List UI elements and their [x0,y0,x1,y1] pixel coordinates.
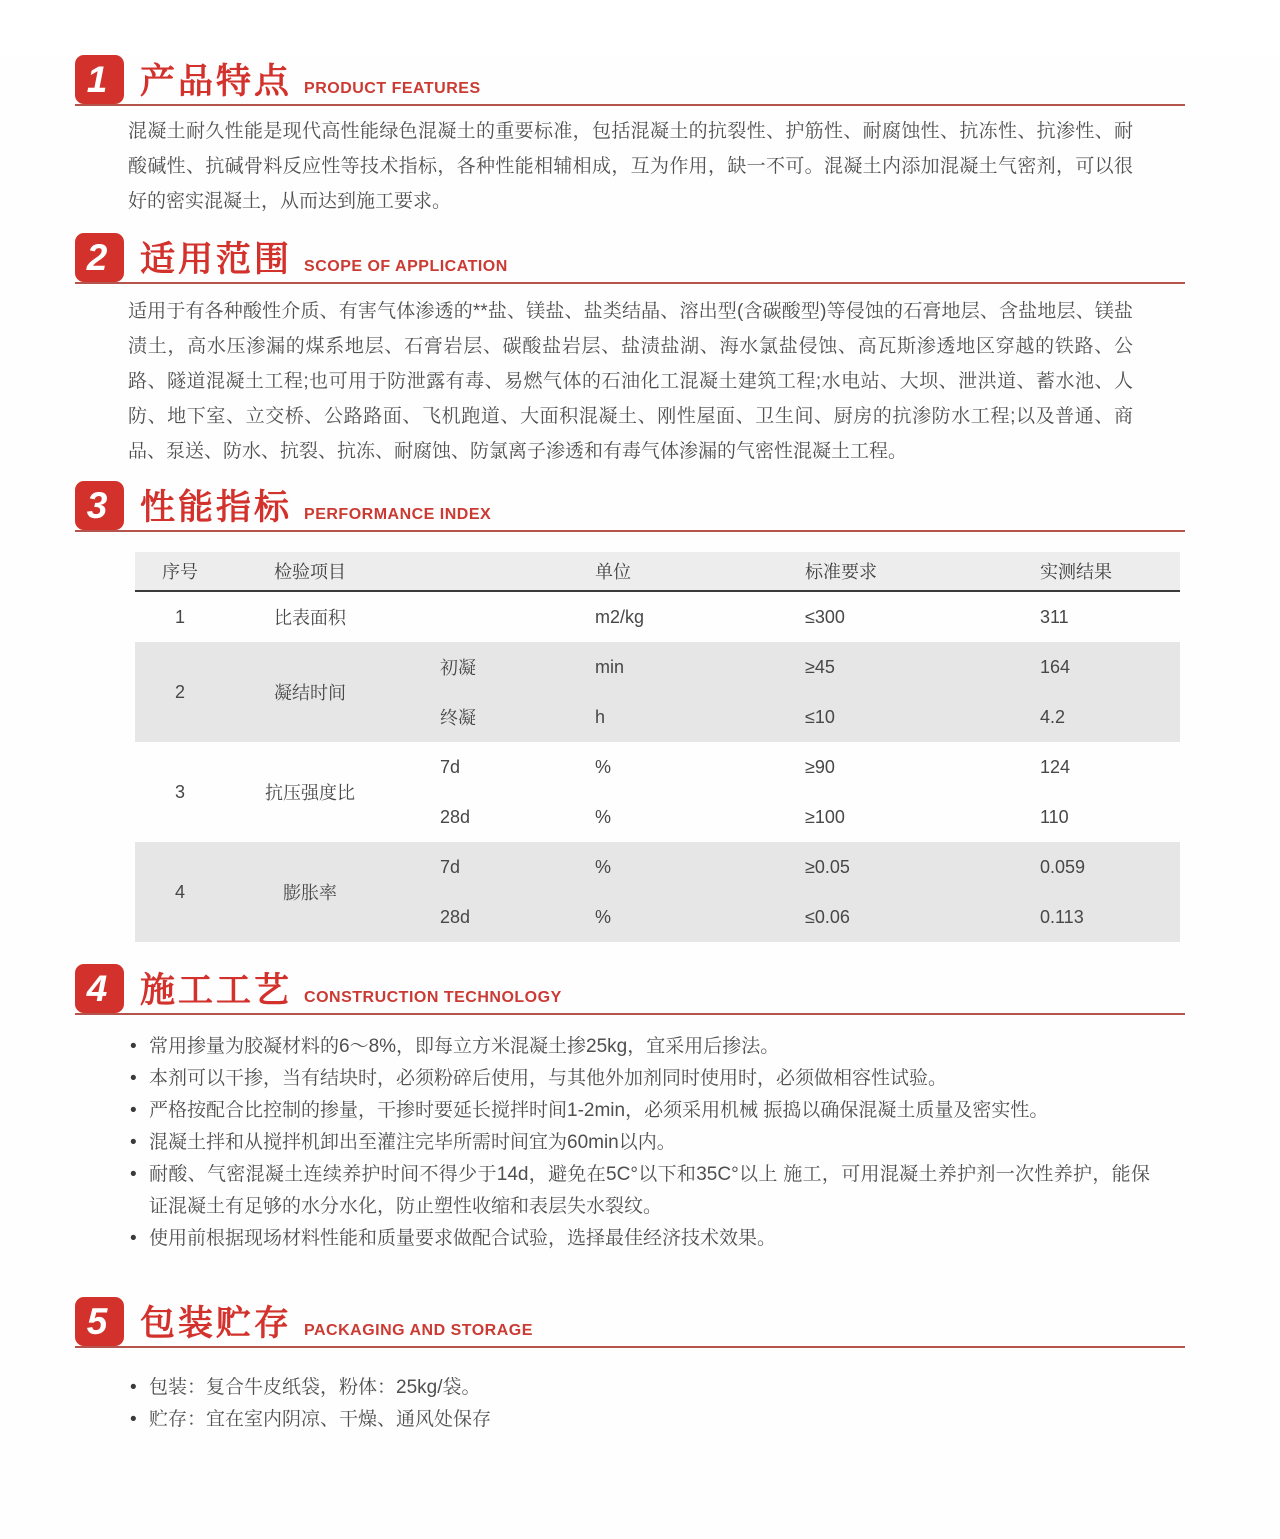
cell-sub: 初凝 [440,658,476,678]
section-3-titles [140,490,491,530]
cell-result: 124 [1040,756,1071,777]
table-row [395,642,1180,692]
section-number: 5 [86,1301,108,1342]
section-title-zh: 产品特点 [140,62,293,101]
bullet-item: • 本剂可以干掺，当有结块时，必须粉碎后使用，与其他外加剂同时使用时，必须做相容性试验。 [130,1063,1150,1095]
header-cell-unit: 单位 [595,562,631,582]
section-4-header [75,964,1185,1015]
construction-bullet-list [130,1031,1150,1255]
section-4-titles [140,973,562,1013]
cell-no: 1 [174,606,185,627]
table-row [395,692,1180,742]
cell-sub: 7d [440,756,461,777]
bullet-item: • 包装：复合牛皮纸袋，粉体：25kg/袋。 [130,1372,1150,1404]
table-row-group [135,592,1180,642]
cell-no: 4 [174,881,185,902]
section-1-paragraph: 混凝土耐久性能是现代高性能绿色混凝土的重要标准，包括混凝土的抗裂性、护筋性、耐腐蚀性、抗冻性、抗渗性、耐酸碱性、抗碱骨料反应性等技术指标，各种性能相辅相成，互为作用，缺一不可。混凝土内添加混凝土气密剂，可以很好的密实混凝土，从而达到施工要求。 [128,121,1133,212]
cell-result: 0.059 [1040,856,1086,877]
performance-table [135,552,1180,942]
bullet-item: • 耐酸、气密混凝土连续养护时间不得少于14d，避免在5C°以下和35C°以上 施工，可用混凝土养护剂一次性养护，能保证混凝土有足够的水分水化，防止塑性收缩和表层失水裂纹。 [130,1159,1150,1223]
section-title-en: PRODUCT FEATURES [304,80,481,97]
header-cell-standard: 标准要求 [805,562,877,582]
section-title-zh: 性能指标 [140,488,293,527]
table-row [395,842,1180,892]
bullet-item: • 混凝土拌和从搅拌机卸出至灌注完毕所需时间宜为60min以内。 [130,1127,1150,1159]
section-5-titles [140,1306,533,1346]
cell-unit: m2/kg [595,606,645,627]
section-title-en: CONSTRUCTION TECHNOLOGY [304,989,562,1006]
section-2-paragraph: 适用于有各种酸性介质、有害气体渗透的**盐、镁盐、盐类结晶、溶出型(含碳酸型)等侵蚀的石膏地层、含盐地层、镁盐渍土，高水压渗漏的煤系地层、石膏岩层、碳酸盐岩层、盐渍盐湖、海水氯盐侵蚀、高瓦斯渗透地区穿越的铁路、公路、隧道混凝土工程;也可用于防泄露有毒、易燃气体的石油化工混凝土建筑工程;水电站、大坝、泄洪道、蓄水池、人防、地下室、立交桥、公路路面、飞机跑道、大面积混凝土、刚性屋面、卫生间、厨房的抗渗防水工程;以及普通、商品、泵送、防水、抗裂、抗冻、耐腐蚀、防氯离子渗透和有毒气体渗漏的气密性混凝土工程。 [128,301,1133,462]
cell-sub: 28d [440,906,471,927]
header-cell-no: 序号 [162,562,198,582]
table-row-group [135,842,1180,942]
cell-standard: ≥45 [805,656,835,677]
header-cell-item: 检验项目 [274,562,346,582]
cell-standard: ≥90 [805,756,835,777]
cell-result: 110 [1040,806,1069,827]
table-header-row [135,552,1180,592]
section-title-en: PERFORMANCE INDEX [304,506,492,523]
product-datasheet-page [0,55,1280,1539]
cell-result: 0.113 [1040,906,1084,927]
cell-item: 抗压强度比 [265,783,355,803]
bullet-item: • 严格按配合比控制的掺量，干掺时要延长搅拌时间1-2min，必须采用机械 振捣以确保混凝土质量及密实性。 [130,1095,1150,1127]
cell-item: 比表面积 [274,608,346,628]
section-number: 3 [86,485,108,526]
section-number: 4 [86,968,108,1009]
section-4-number-badge [75,964,124,1013]
bullet-item: • 贮存：宜在室内阴凉、干燥、通风处保存 [130,1404,1150,1436]
section-1-number-badge [75,55,124,104]
table-row [395,742,1180,792]
packaging-bullet-list [130,1372,1150,1436]
section-1-header [75,55,1185,106]
cell-standard: ≤0.06 [805,906,850,927]
cell-unit: % [595,906,612,927]
cell-item: 凝结时间 [274,683,346,703]
cell-sub: 28d [440,806,471,827]
cell-standard: ≥100 [805,806,845,827]
bullet-item: • 常用掺量为胶凝材料的6～8%，即每立方米混凝土掺25kg，宜采用后掺法。 [130,1031,1150,1063]
section-title-en: SCOPE OF APPLICATION [304,258,508,275]
section-3-number-badge [75,481,124,530]
cell-unit: % [595,806,612,827]
section-number: 1 [86,59,108,100]
table-row-group [135,642,1180,742]
table-row [395,792,1180,842]
cell-result: 311 [1040,606,1069,627]
section-number: 2 [86,237,108,278]
section-2-titles [140,242,508,282]
cell-item: 膨胀率 [283,883,337,903]
bullet-item: • 使用前根据现场材料性能和质量要求做配合试验，选择最佳经济技术效果。 [130,1223,1150,1255]
cell-no: 2 [174,681,185,702]
section-title-zh: 适用范围 [140,240,293,279]
cell-sub: 终凝 [440,708,476,728]
section-1-titles [140,64,481,104]
cell-no: 3 [174,781,185,802]
table-row-group [135,742,1180,842]
header-cell-result: 实测结果 [1040,562,1112,582]
section-2-header [75,233,1185,284]
section-title-zh: 包装贮存 [140,1304,293,1343]
section-title-zh: 施工工艺 [140,971,293,1010]
cell-unit: min [595,656,625,677]
cell-unit: % [595,756,612,777]
section-3-header [75,481,1185,532]
section-2-number-badge [75,233,124,282]
cell-standard: ≥0.05 [805,856,850,877]
cell-unit: h [595,706,606,727]
section-5-number-badge [75,1297,124,1346]
cell-unit: % [595,856,612,877]
table-row [395,892,1180,942]
cell-result: 164 [1040,656,1071,677]
cell-standard: ≤300 [805,606,845,627]
cell-result: 4.2 [1040,706,1066,727]
cell-standard: ≤10 [805,706,835,727]
table-row [395,592,1180,642]
cell-sub: 7d [440,856,461,877]
section-5-header [75,1297,1185,1348]
section-title-en: PACKAGING AND STORAGE [304,1322,533,1339]
